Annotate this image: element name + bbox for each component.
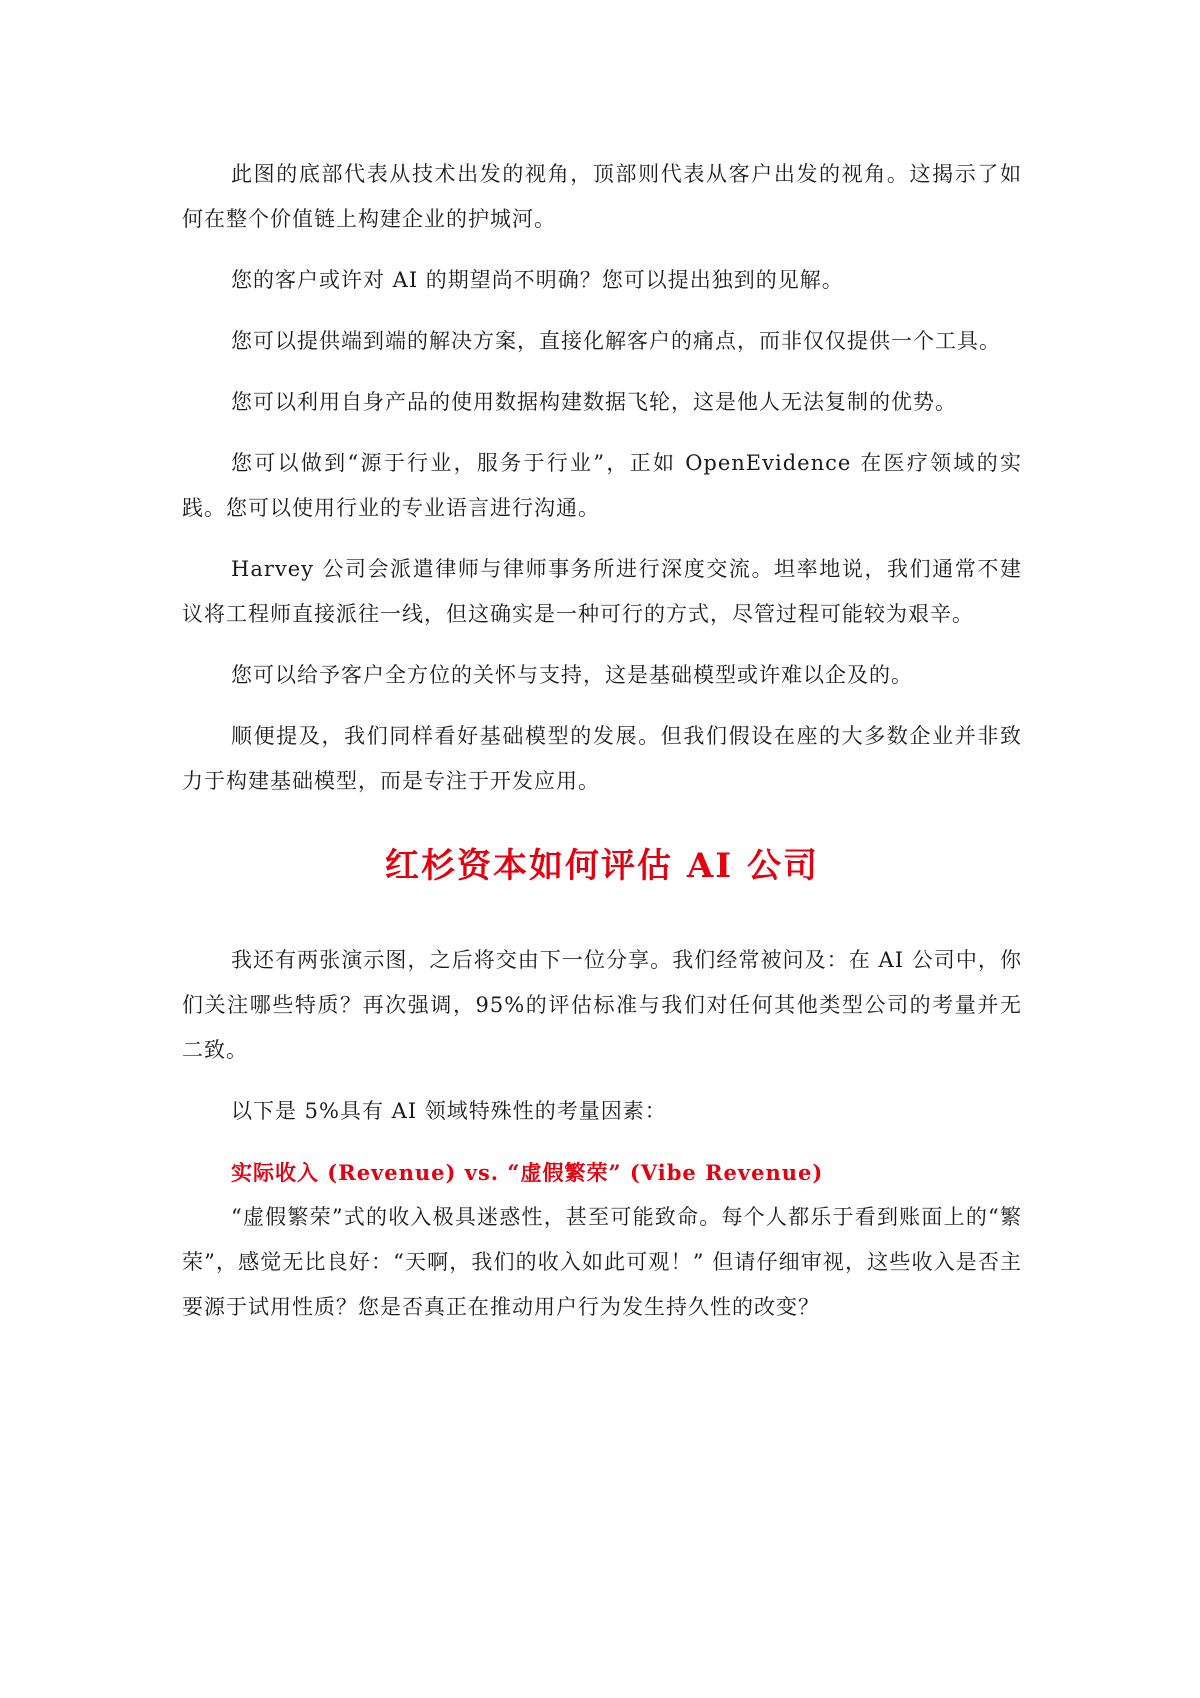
paragraph-evaluation-criteria: 我还有两张演示图，之后将交由下一位分享。我们经常被问及：在 AI 公司中，你们关注哪些特质？再次强调，95%的评估标准与我们对任何其他类型公司的考量并无二致。 <box>182 948 1022 1062</box>
paragraph-data-flywheel: 您可以利用自身产品的使用数据构建数据飞轮，这是他人无法复制的优势。 <box>231 390 957 414</box>
paragraph-end-to-end: 您可以提供端到端的解决方案，直接化解客户的痛点，而非仅仅提供一个工具。 <box>231 329 1001 353</box>
paragraph-vibe-revenue: “虚假繁荣”式的收入极具迷惑性，甚至可能致命。每个人都乐于看到账面上的“繁荣”，感觉无比良好：“天啊，我们的收入如此可观！” 但请仔细审视，这些收入是否主要源于试用性质？您是否真正在推动用户行为发生持久性的改变？ <box>182 1205 1022 1319</box>
paragraph-customer-care: 您可以给予客户全方位的关怀与支持，这是基础模型或许难以企及的。 <box>231 663 913 687</box>
paragraph-moat-overview: 此图的底部代表从技术出发的视角，顶部则代表从客户出发的视角。这揭示了如何在整个价值链上构建企业的护城河。 <box>182 162 1022 231</box>
paragraph-harvey: Harvey 公司会派遣律师与律师事务所进行深度交流。坦率地说，我们通常不建议将工程师直接派往一线，但这确实是一种可行的方式，尽管过程可能较为艰辛。 <box>182 557 1022 626</box>
paragraph-customer-expectations: 您的客户或许对 AI 的期望尚不明确？您可以提出独到的见解。 <box>231 268 844 292</box>
document-page <box>182 152 1022 1346</box>
section-heading: 红杉资本如何评估 AI 公司 <box>385 846 819 886</box>
paragraph-foundation-models: 顺便提及，我们同样看好基础模型的发展。但我们假设在座的大多数企业并非致力于构建基础模型，而是专注于开发应用。 <box>182 724 1022 793</box>
paragraph-ai-specific-factors: 以下是 5%具有 AI 领域特殊性的考量因素： <box>231 1099 667 1123</box>
subheading-revenue-vs-vibe: 实际收入 (Revenue) vs. “虚假繁荣” (Vibe Revenue) <box>231 1160 824 1185</box>
paragraph-industry-native: 您可以做到“源于行业，服务于行业”，正如 OpenEvidence 在医疗领域的实践。您可以使用行业的专业语言进行沟通。 <box>182 451 1022 520</box>
